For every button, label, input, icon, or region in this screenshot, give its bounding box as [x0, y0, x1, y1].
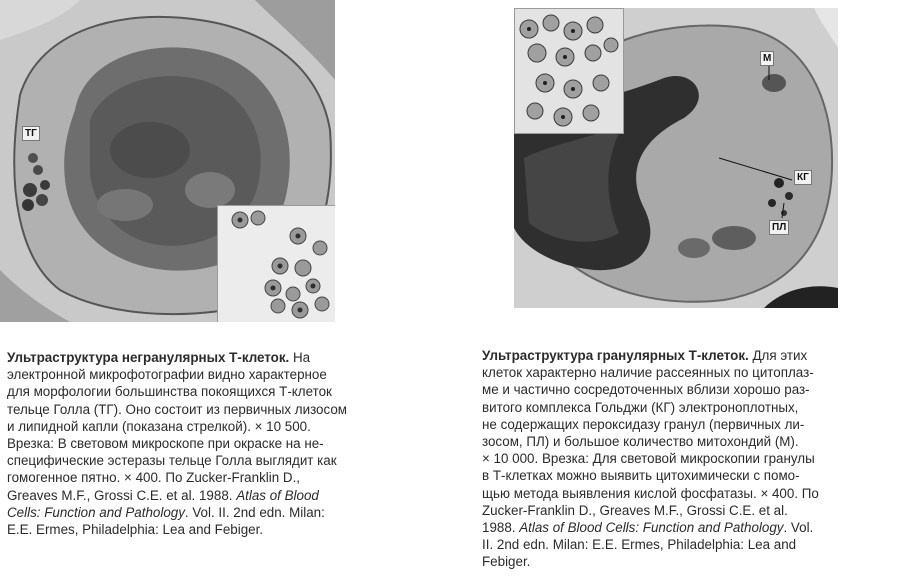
label-goll-body: ТГ: [22, 126, 40, 141]
left-caption-tail: . Vol. II. 2nd edn. Milan: E.E. Ermes, Philadelphia: Lea and Febiger.: [7, 504, 325, 538]
left-caption: [7, 349, 422, 538]
right-inset-light-micrograph: [514, 8, 624, 134]
right-caption-title: Ультраструктура гранулярных Т-клеток.: [482, 348, 749, 363]
left-inset-illustration: [218, 206, 335, 322]
right-micrograph: [514, 8, 838, 308]
left-caption-book-title: Atlas of Blood Cells: Function and Pathology: [7, 487, 319, 520]
left-inset-light-micrograph: [217, 205, 335, 322]
label-primary-lysosomes: ПЛ: [769, 220, 789, 235]
label-mitochondria: М: [760, 51, 774, 66]
right-caption-tail: . Vol. II. 2nd edn. Milan: E.E. Ermes, Philadelphia: Lea and Febiger.: [482, 520, 814, 570]
right-inset-illustration: [515, 9, 623, 133]
label-golgi-complex: КГ: [794, 170, 812, 185]
right-caption: [482, 347, 897, 571]
left-caption-body: На электронной микрофотографии видно характерное для морфологии большинства покоящихся Т-клеток тельце Голла (ТГ). Оно состоит из первичных лизосом и липидной капли (показана стрелкой). × 10 500. Врезка: В световом микроскопе при окраске на не- специфические эстеразы тельце Голла выглядит как гомогенное пятно. × 400. По Zucker-Franklin D., Greaves M.F., Grossi C.E. et al. 1988.: [7, 350, 348, 503]
left-micrograph: [0, 0, 335, 322]
right-caption-body: Для этих клеток характерно наличие рассеянных по цитоплаз- ме и частично сосредоточенных вблизи хорошо раз- витого комплекса Гольджи (КГ) электроноплотных, не содержащих пероксидазу гранул (первичных ли- зосом, ПЛ) и большое количество митохондий (М). × 10 000. Врезка: Для световой микроскопии гранулы в Т-клетках можно выявить цитохимически с помо- щью метода выявления кислой фосфатазы. × 400. По Zucker-Franklin D., Greaves M.F., Grossi C.E. et al. 1988.: [482, 348, 819, 536]
left-caption-title: Ультраструктура негранулярных Т-клеток.: [7, 350, 290, 365]
right-caption-book-title: Atlas of Blood Cells: Function and Pathology: [519, 520, 784, 536]
